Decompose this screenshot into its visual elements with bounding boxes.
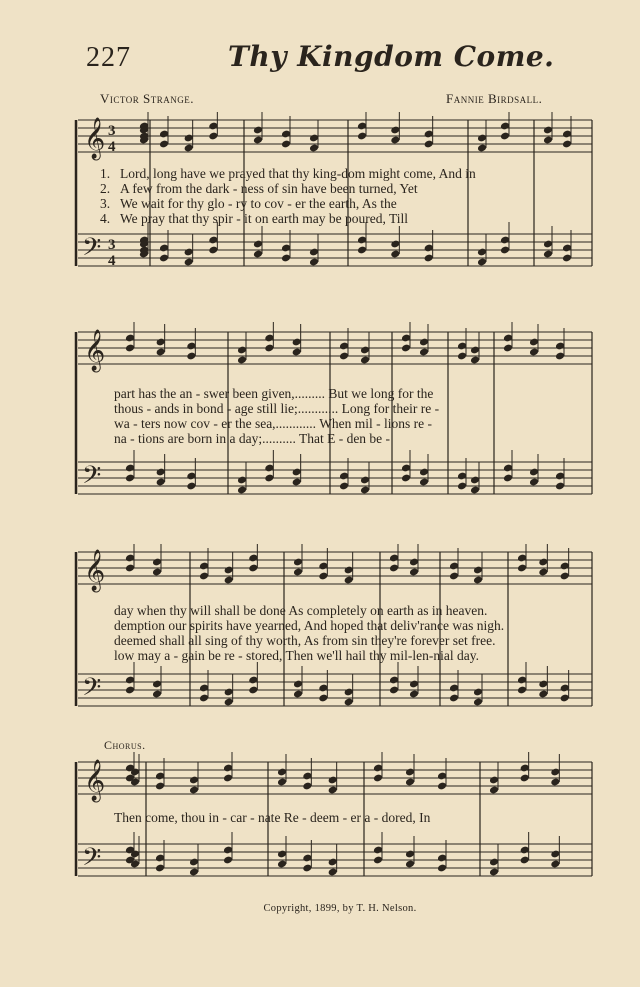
lyric-line: thous - ands in bond - age still lie;............ Long for their re - — [114, 401, 440, 416]
lyric-line: day when thy will shall be done As completely on earth as in heaven. — [114, 603, 488, 618]
music-system-3 — [0, 544, 640, 724]
lyric-line: demption our spirits have yearned, And hoped that deliv'rance was nigh. — [114, 618, 505, 633]
lyric-line: 1. Lord, long have we prayed that thy king-dom might come, And in — [100, 166, 476, 181]
lyric-line: deemed shall all sing of thy worth, As from sin they're forever set free. — [114, 633, 496, 648]
music-system-2 — [0, 322, 640, 502]
bass-staff — [78, 234, 592, 266]
music-system-chorus — [0, 752, 640, 892]
bass-staff — [78, 462, 592, 494]
time-signature-numerator: 3 — [108, 123, 116, 139]
time-signature-numerator: 3 — [108, 237, 116, 253]
treble-clef-icon: 𝄞 — [84, 330, 106, 371]
lyric-line: part has the an - swer been given,......... But we long for the — [114, 386, 434, 401]
lyricist-credit: Victor Strange. — [100, 91, 194, 106]
time-signature-denominator: 4 — [108, 139, 116, 155]
lyric-line: 2. A few from the dark - ness of sin have been turned, Yet — [100, 181, 418, 196]
treble-staff — [78, 120, 592, 152]
treble-clef-icon: 𝄞 — [84, 760, 106, 801]
treble-staff — [78, 552, 592, 584]
lyric-line: wa - ters now cov - er the sea,............ When mil - lions re - — [114, 416, 433, 431]
bass-staff — [78, 674, 592, 706]
treble-clef-icon: 𝄞 — [84, 118, 106, 159]
lyric-line: Then come, thou in - car - nate Re - deem - er a - dored, In — [114, 810, 431, 825]
lyric-line: 4. We pray that thy spir - it on earth may be poured, Till — [100, 211, 408, 226]
time-signature-denominator: 4 — [108, 253, 116, 269]
bass-clef-icon: 𝄢 — [82, 461, 102, 496]
bass-clef-icon: 𝄢 — [82, 673, 102, 708]
bass-clef-icon: 𝄢 — [82, 843, 102, 878]
treble-clef-icon: 𝄞 — [84, 550, 106, 591]
bass-clef-icon: 𝄢 — [82, 233, 102, 268]
composer-credit: Fannie Birdsall. — [446, 91, 543, 106]
hymn-title: Thy Kingdom Come. — [228, 40, 555, 73]
chorus-label: Chorus. — [104, 738, 146, 752]
chorus-lyrics — [114, 810, 606, 825]
system-3-lyrics — [114, 603, 606, 663]
lyric-line: low may a - gain be re - stored, Then we'll hail thy mil-len-nial day. — [114, 648, 479, 663]
lyric-line: 3. We wait for thy glo - ry to cov - er the earth, As the — [100, 196, 397, 211]
system-2-lyrics — [114, 386, 606, 446]
system-1-lyrics — [100, 166, 592, 226]
lyric-line: na - tions are born in a day;.......... That E - den be - — [114, 431, 391, 446]
music-system-1 — [0, 112, 640, 282]
hymn-number: 227 — [86, 42, 131, 73]
treble-staff — [78, 332, 592, 364]
copyright-notice: Copyright, 1899, by T. H. Nelson. — [263, 903, 417, 914]
